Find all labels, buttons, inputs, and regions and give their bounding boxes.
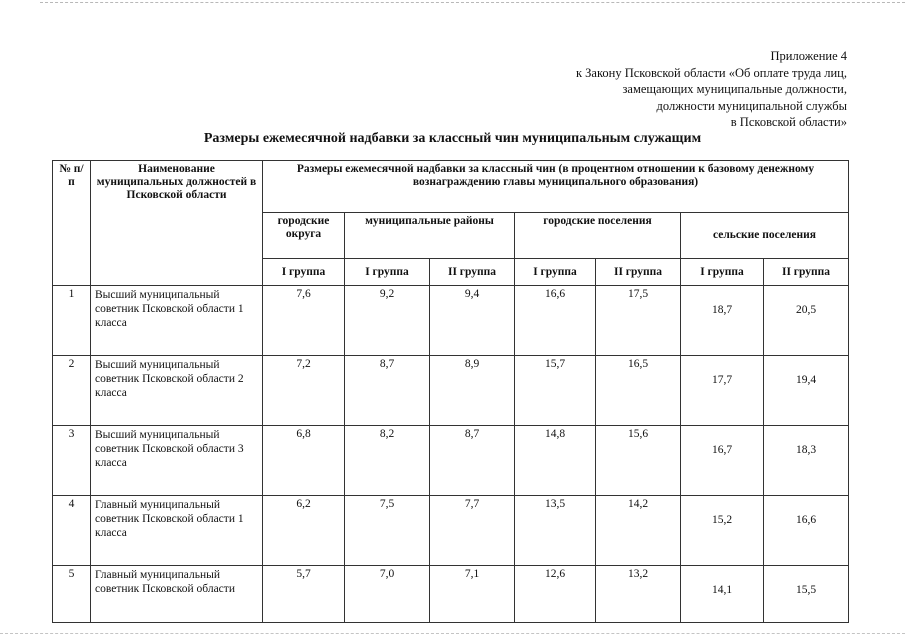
header-group: II группа xyxy=(430,259,515,286)
value-cell: 14,8 xyxy=(515,426,596,496)
appendix-line: к Закону Псковской области «Об оплате труда лиц, xyxy=(575,65,847,80)
position-name: Высший муниципальный советник Псковской области 1 класса xyxy=(91,286,263,356)
row-number: 5 xyxy=(53,566,91,623)
value-cell: 8,7 xyxy=(345,356,430,426)
value-cell: 16,6 xyxy=(764,496,849,566)
value-cell: 9,2 xyxy=(345,286,430,356)
table-row xyxy=(53,426,849,496)
position-name: Главный муниципальный советник Псковской области xyxy=(91,566,263,623)
position-name: Высший муниципальный советник Псковской области 3 класса xyxy=(91,426,263,496)
value-cell: 6,2 xyxy=(263,496,345,566)
header-number: № п/п xyxy=(53,161,91,286)
header-rural-settlements: сельские поселения xyxy=(681,213,849,259)
header-group: I группа xyxy=(345,259,430,286)
value-cell: 19,4 xyxy=(764,356,849,426)
value-cell: 8,9 xyxy=(430,356,515,426)
value-cell: 17,5 xyxy=(596,286,681,356)
document-title: Размеры ежемесячной надбавки за классный чин муниципальным служащим xyxy=(203,131,702,146)
value-cell: 13,5 xyxy=(515,496,596,566)
header-municipal-districts: муниципальные районы xyxy=(345,213,515,259)
header-group: I группа xyxy=(263,259,345,286)
scan-edge-bottom xyxy=(0,633,905,634)
value-cell: 14,1 xyxy=(681,566,764,623)
header-urban-settlements: городские поселения xyxy=(515,213,681,259)
appendix-line: должности муниципальной службы xyxy=(656,98,847,113)
value-cell: 16,6 xyxy=(515,286,596,356)
value-cell: 15,2 xyxy=(681,496,764,566)
value-cell: 7,2 xyxy=(263,356,345,426)
appendix-line: замещающих муниципальные должности, xyxy=(622,82,847,96)
value-cell: 16,5 xyxy=(596,356,681,426)
value-cell: 18,7 xyxy=(681,286,764,356)
header-group: II группа xyxy=(764,259,849,286)
table-row xyxy=(53,496,849,566)
value-cell: 15,6 xyxy=(596,426,681,496)
value-cell: 7,5 xyxy=(345,496,430,566)
value-cell: 13,2 xyxy=(596,566,681,623)
position-name: Главный муниципальный советник Псковской области 1 класса xyxy=(91,496,263,566)
value-cell: 17,7 xyxy=(681,356,764,426)
value-cell: 7,6 xyxy=(263,286,345,356)
value-cell: 9,4 xyxy=(430,286,515,356)
appendix-line: Приложение 4 xyxy=(770,49,847,63)
appendix-reference xyxy=(576,48,847,131)
value-cell: 7,7 xyxy=(430,496,515,566)
value-cell: 7,0 xyxy=(345,566,430,623)
value-cell: 8,2 xyxy=(345,426,430,496)
row-number: 4 xyxy=(53,496,91,566)
table-row xyxy=(53,356,849,426)
table-row xyxy=(53,286,849,356)
table-row xyxy=(53,566,849,623)
row-number: 2 xyxy=(53,356,91,426)
value-cell: 14,2 xyxy=(596,496,681,566)
value-cell: 5,7 xyxy=(263,566,345,623)
value-cell: 20,5 xyxy=(764,286,849,356)
row-number: 3 xyxy=(53,426,91,496)
position-name: Высший муниципальный советник Псковской области 2 класса xyxy=(91,356,263,426)
value-cell: 8,7 xyxy=(430,426,515,496)
value-cell: 6,8 xyxy=(263,426,345,496)
value-cell: 16,7 xyxy=(681,426,764,496)
scan-edge-top xyxy=(40,2,905,3)
value-cell: 15,7 xyxy=(515,356,596,426)
header-group: I группа xyxy=(681,259,764,286)
header-position-name: Наименование муниципальных должностей в Псковской области xyxy=(91,161,263,286)
value-cell: 18,3 xyxy=(764,426,849,496)
value-cell: 12,6 xyxy=(515,566,596,623)
row-number: 1 xyxy=(53,286,91,356)
header-allowance-sizes: Размеры ежемесячной надбавки за классный чин (в процентном отношении к базовому денежному вознаграждению главы муниципального образования) xyxy=(263,161,849,213)
header-city-districts: городские округа xyxy=(263,213,345,259)
header-group: I группа xyxy=(515,259,596,286)
value-cell: 7,1 xyxy=(430,566,515,623)
appendix-line: в Псковской области» xyxy=(730,115,847,129)
value-cell: 15,5 xyxy=(764,566,849,623)
header-group: II группа xyxy=(596,259,681,286)
allowance-table xyxy=(52,160,849,623)
